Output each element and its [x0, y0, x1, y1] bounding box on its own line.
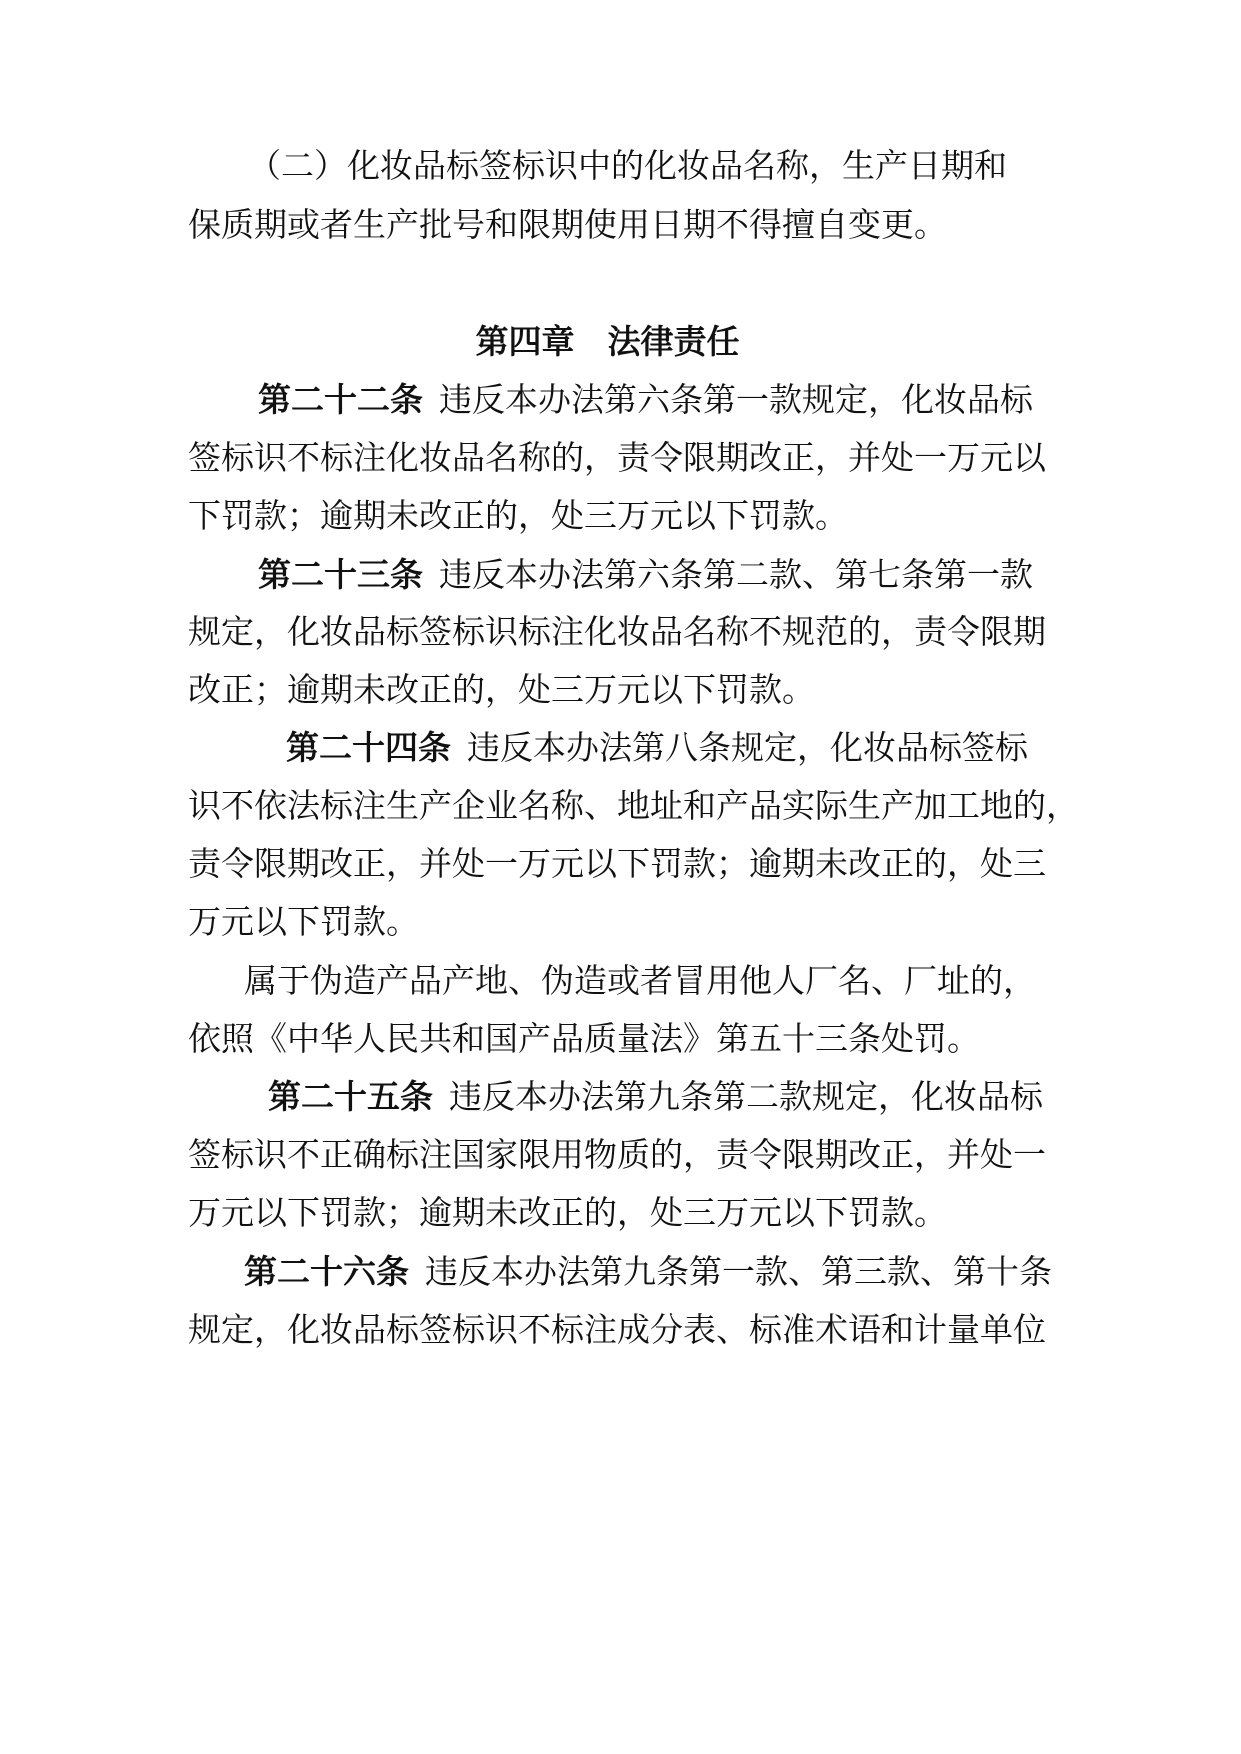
- article-23-text: 违反本办法第六条第二款、第七条第一款: [439, 555, 1033, 594]
- article-23-line2: 规定，化妆品标签标识标注化妆品名称不规范的，责令限期: [188, 612, 1046, 651]
- article-24-line3: 责令限期改正，并处一万元以下罚款；逾期未改正的，处三: [188, 844, 1046, 883]
- article-26-line2: 规定，化妆品标签标识不标注成分表、标准术语和计量单位: [188, 1310, 1046, 1349]
- article-25-line2: 签标识不正确标注国家限用物质的，责令限期改正，并处一: [188, 1135, 1046, 1174]
- article-23-label: 第二十三条: [258, 555, 423, 594]
- article-25-first-line: [268, 1077, 1148, 1117]
- article-25-line3: 万元以下罚款；逾期未改正的，处三万元以下罚款。: [188, 1193, 947, 1232]
- chapter-heading: 第四章 法律责任: [475, 322, 740, 361]
- section2-line1: （二）化妆品标签标识中的化妆品名称，生产日期和: [248, 146, 1007, 185]
- article-24-text: 违反本办法第八条规定，化妆品标签标: [467, 728, 1028, 767]
- article-25-label: 第二十五条: [268, 1077, 433, 1116]
- article-22-first-line: [258, 380, 1138, 420]
- forgery-para-line2: 依照《中华人民共和国产品质量法》第五十三条处罚。: [188, 1019, 980, 1058]
- article-22-line2: 签标识不标注化妆品名称的，责令限期改正，并处一万元以: [188, 438, 1046, 477]
- article-24-label: 第二十四条: [286, 728, 451, 767]
- article-22-label: 第二十二条: [258, 380, 423, 419]
- article-26-text: 违反本办法第九条第一款、第三款、第十条: [425, 1252, 1052, 1291]
- section2-line2: 保质期或者生产批号和限期使用日期不得擅自变更。: [188, 205, 947, 244]
- article-26-first-line: [244, 1252, 1124, 1292]
- article-25-text: 违反本办法第九条第二款规定，化妆品标: [449, 1077, 1043, 1116]
- article-24-first-line: [286, 728, 1166, 768]
- article-23-first-line: [258, 555, 1138, 595]
- article-22-text: 违反本办法第六条第一款规定，化妆品标: [439, 380, 1033, 419]
- article-24-line4: 万元以下罚款。: [188, 902, 419, 941]
- forgery-para-line1: 属于伪造产品产地、伪造或者冒用他人厂名、厂址的，: [244, 961, 1036, 1000]
- article-24-line2: 识不依法标注生产企业名称、地址和产品实际生产加工地的，: [188, 786, 1079, 825]
- article-23-line3: 改正；逾期未改正的，处三万元以下罚款。: [188, 670, 815, 709]
- article-22-line3: 下罚款；逾期未改正的，处三万元以下罚款。: [188, 496, 848, 535]
- article-26-label: 第二十六条: [244, 1252, 409, 1291]
